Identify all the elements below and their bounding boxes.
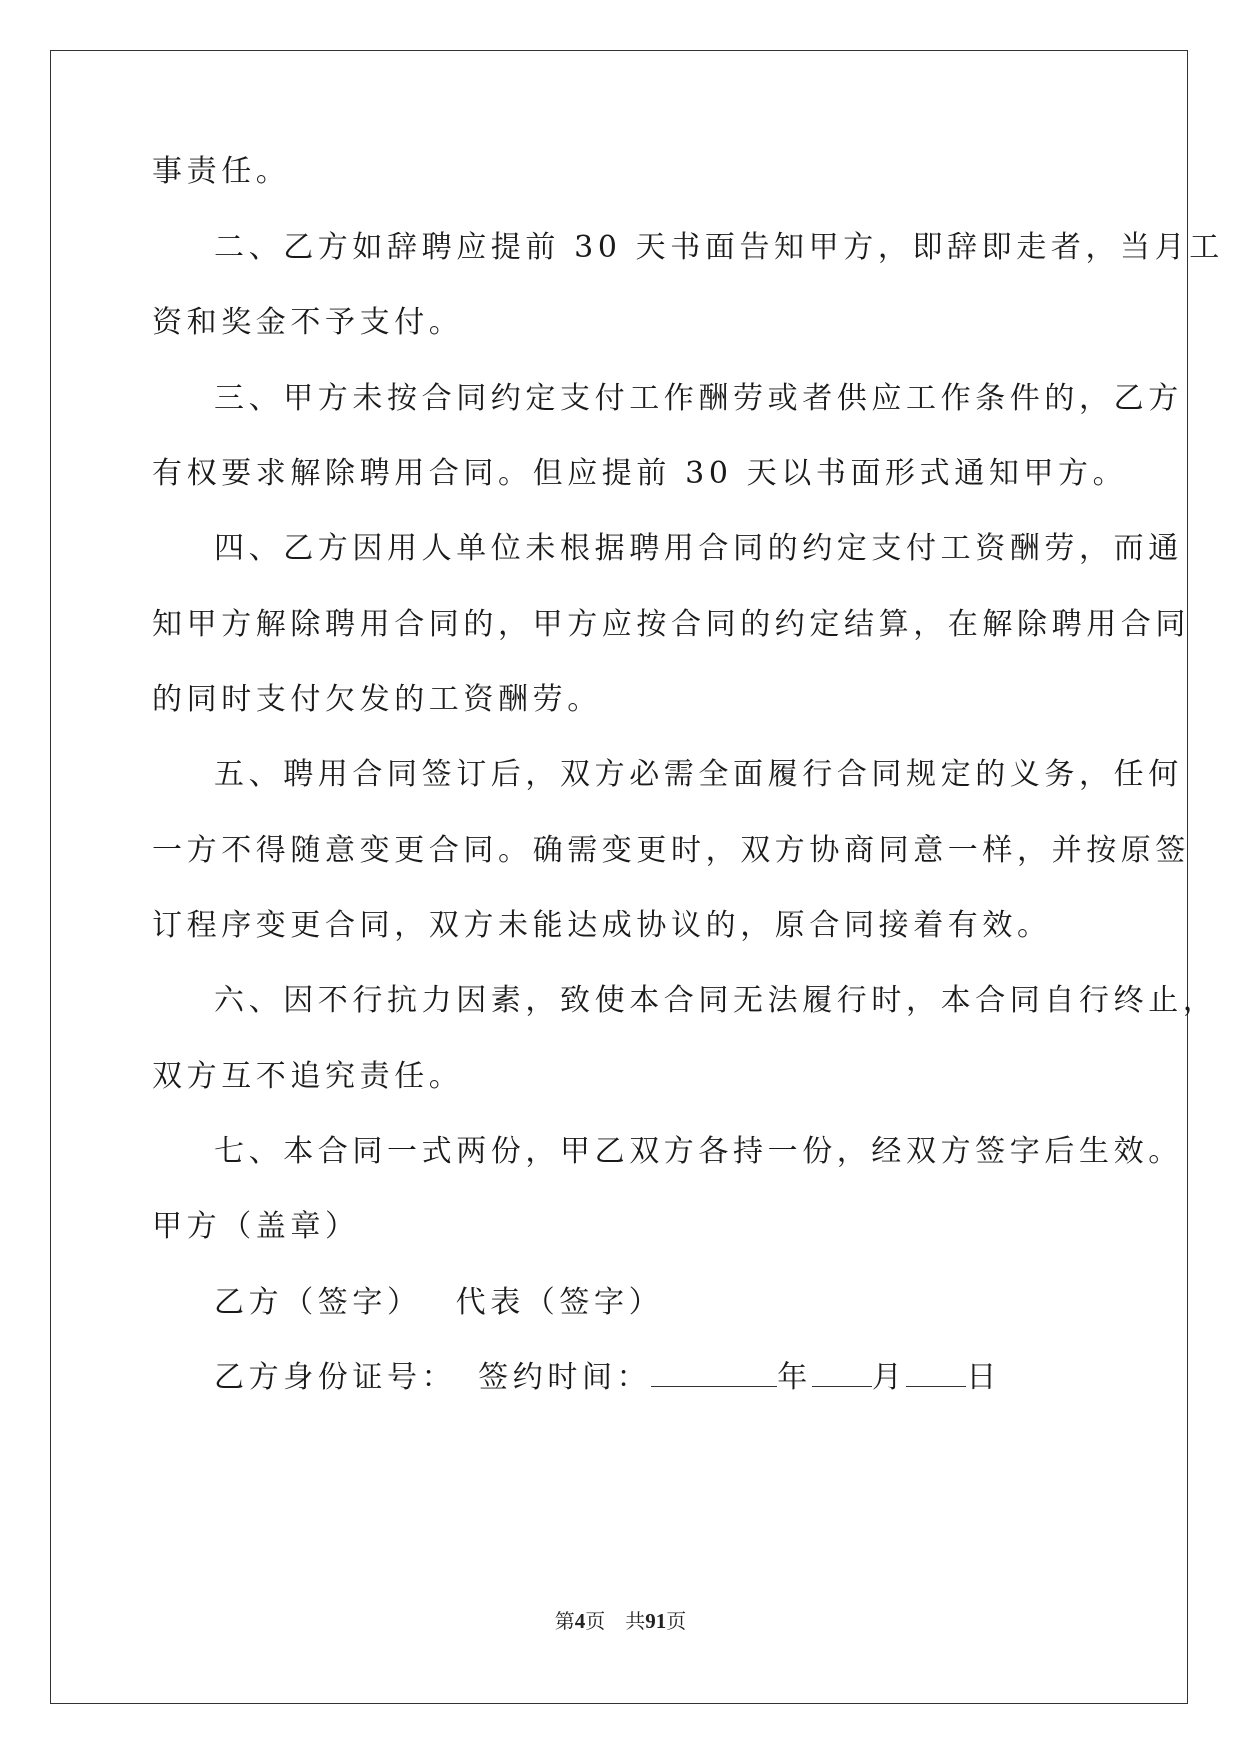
clause-5: 五、聘用合同签订后，双方必需全面履行合同规定的义务，任何 — [214, 757, 1183, 792]
text-line: 的同时支付欠发的工资酬劳。 — [152, 682, 602, 717]
party-a-seal: 甲方（盖章） — [152, 1209, 360, 1244]
party-b-signature-label: 乙方（签字） — [214, 1285, 422, 1320]
year-label: 年 — [777, 1360, 812, 1395]
text-line: 订程序变更合同，双方未能达成协议的，原合同接着有效。 — [152, 908, 1052, 943]
id-number-label: 乙方身份证号： — [214, 1360, 457, 1395]
month-label: 月 — [871, 1360, 907, 1395]
total-page-number: 91 — [645, 1609, 667, 1633]
current-page-number: 4 — [574, 1609, 586, 1633]
text-line: 有权要求解除聘用合同。但应提前 30 天以书面形式通知甲方。 — [152, 456, 1128, 491]
text-line: 知甲方解除聘用合同的，甲方应按合同的约定结算，在解除聘用合同 — [152, 607, 1190, 642]
representative-signature-label: 代表（签字） — [455, 1285, 664, 1320]
year-blank — [651, 1358, 777, 1387]
text-line: 一方不得随意变更合同。确需变更时，双方协商同意一样，并按原签 — [152, 833, 1190, 868]
text-line: 事责任。 — [152, 154, 291, 189]
signature-line-1 — [214, 1283, 663, 1323]
signature-line-2 — [214, 1358, 1001, 1398]
clause-4: 四、乙方因用人单位未根据聘用合同的约定支付工资酬劳，而通 — [214, 531, 1183, 566]
clause-2: 二、乙方如辞聘应提前 30 天书面告知甲方，即辞即走者，当月工 — [214, 230, 1224, 265]
page-footer — [0, 1608, 1241, 1634]
sign-time-label: 签约时间： — [478, 1360, 652, 1395]
month-blank — [812, 1358, 872, 1387]
page-border — [50, 50, 1188, 1704]
clause-3: 三、甲方未按合同约定支付工作酬劳或者供应工作条件的，乙方 — [214, 381, 1183, 416]
clause-6: 六、因不行抗力因素，致使本合同无法履行时，本合同自行终止， — [214, 983, 1218, 1018]
page-prefix: 第 — [554, 1609, 575, 1633]
day-label: 日 — [966, 1360, 1002, 1395]
page-suffix: 页 — [585, 1609, 606, 1633]
total-prefix: 共 — [625, 1609, 646, 1633]
clause-7: 七、本合同一式两份，甲乙双方各持一份，经双方签字后生效。 — [214, 1134, 1183, 1169]
text-line: 资和奖金不予支付。 — [152, 305, 464, 340]
text-line: 双方互不追究责任。 — [152, 1059, 464, 1094]
day-blank — [906, 1358, 966, 1387]
total-suffix: 页 — [666, 1609, 687, 1633]
